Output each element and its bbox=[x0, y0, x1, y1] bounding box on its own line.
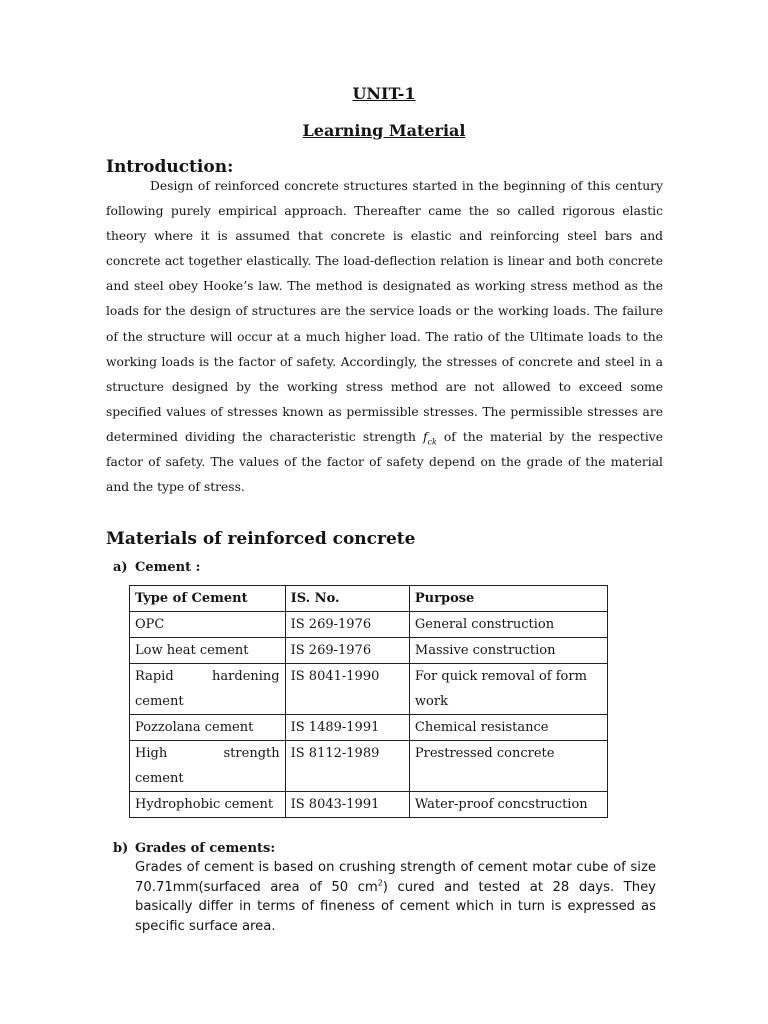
header-is-no: IS. No. bbox=[285, 586, 409, 612]
table-row bbox=[130, 741, 608, 792]
document-subtitle: Learning Material bbox=[302, 121, 466, 140]
cell-is-no: IS 269-1976 bbox=[285, 638, 409, 664]
table-row bbox=[130, 638, 608, 664]
cell-type-word: Rapid bbox=[135, 669, 174, 684]
table-row bbox=[130, 612, 608, 638]
cell-type-word: hardening bbox=[212, 669, 280, 684]
cell-type: Hydrophobic cement bbox=[130, 792, 286, 818]
table-row bbox=[130, 664, 608, 715]
table-header-row bbox=[130, 586, 608, 612]
grades-label: b) bbox=[113, 841, 129, 856]
cement-table bbox=[129, 585, 608, 818]
cell-is-no: IS 8043-1991 bbox=[285, 792, 409, 818]
cell-purpose: Chemical resistance bbox=[409, 715, 607, 741]
header-purpose: Purpose bbox=[409, 586, 607, 612]
introduction-paragraph bbox=[106, 174, 663, 500]
cell-is-no: IS 1489-1991 bbox=[285, 715, 409, 741]
grades-paragraph bbox=[135, 858, 656, 936]
cell-type: OPC bbox=[130, 612, 286, 638]
cell-is-no: IS 269-1976 bbox=[285, 612, 409, 638]
cell-purpose: Massive construction bbox=[409, 638, 607, 664]
cement-subheading bbox=[113, 560, 200, 575]
cell-type-word: cement bbox=[135, 771, 184, 786]
grades-text-part1: Grades of cement is based on crushing strength of cement motar cube of size 70.71mm(surfaced area of 50 cm bbox=[135, 860, 656, 895]
cell-is-no: IS 8112-1989 bbox=[285, 741, 409, 792]
cell-is-no: IS 8041-1990 bbox=[285, 664, 409, 715]
cell-type bbox=[130, 741, 286, 792]
grades-subheading bbox=[113, 841, 275, 856]
cell-purpose: Water-proof concstruction bbox=[409, 792, 607, 818]
grades-title: Grades of cements: bbox=[135, 841, 276, 856]
header-type: Type of Cement bbox=[130, 586, 286, 612]
materials-heading: Materials of reinforced concrete bbox=[106, 529, 416, 549]
grades-text-part2: ) cured and tested at 28 days. They basically differ in terms of fineness of cement which in turn is expressed as specific surface area. bbox=[135, 879, 656, 934]
cell-type bbox=[130, 664, 286, 715]
cement-title: Cement : bbox=[135, 560, 201, 575]
grades-superscript: 2 bbox=[377, 878, 383, 888]
cell-purpose: For quick removal of form work bbox=[409, 664, 607, 715]
cell-purpose: General construction bbox=[409, 612, 607, 638]
intro-text-part1: Design of reinforced concrete structures started in the beginning of this century following purely empirical approach. Thereafter came the so called rigorous elastic theory where it is assumed that concrete is elastic and reinforcing steel bars and concrete act together elastically. The load-deflection relation is linear and both concrete and steel obey Hooke’s law. The method is designated as working stress method as the loads for the design of structures are the service loads or the working loads. The failure of the structure will occur at a much higher load. The ratio of the Ultimate loads to the working loads is the factor of safety. Accordingly, the stresses of concrete and steel in a structure designed by the working stress method are not allowed to exceed some specified values of stresses known as permissible stresses. The permissible stresses are determined dividing the characteristic strength bbox=[106, 179, 663, 444]
table-row bbox=[130, 792, 608, 818]
introduction-heading: Introduction: bbox=[106, 157, 234, 177]
table-row bbox=[130, 715, 608, 741]
cell-type: Pozzolana cement bbox=[130, 715, 286, 741]
cell-type-word: strength bbox=[223, 746, 280, 761]
cell-type: Low heat cement bbox=[130, 638, 286, 664]
unit-title: UNIT-1 bbox=[352, 84, 416, 103]
cell-purpose: Prestressed concrete bbox=[409, 741, 607, 792]
cell-type-word: cement bbox=[135, 694, 184, 709]
cell-type-word: High bbox=[135, 746, 168, 761]
intro-text-part2: of the material by the respective factor of safety. The values of the factor of safety depend on the grade of the material and the type of stress. bbox=[106, 429, 664, 495]
fck-symbol: $f_{ck}$ bbox=[422, 429, 437, 447]
cement-label: a) bbox=[113, 560, 128, 575]
